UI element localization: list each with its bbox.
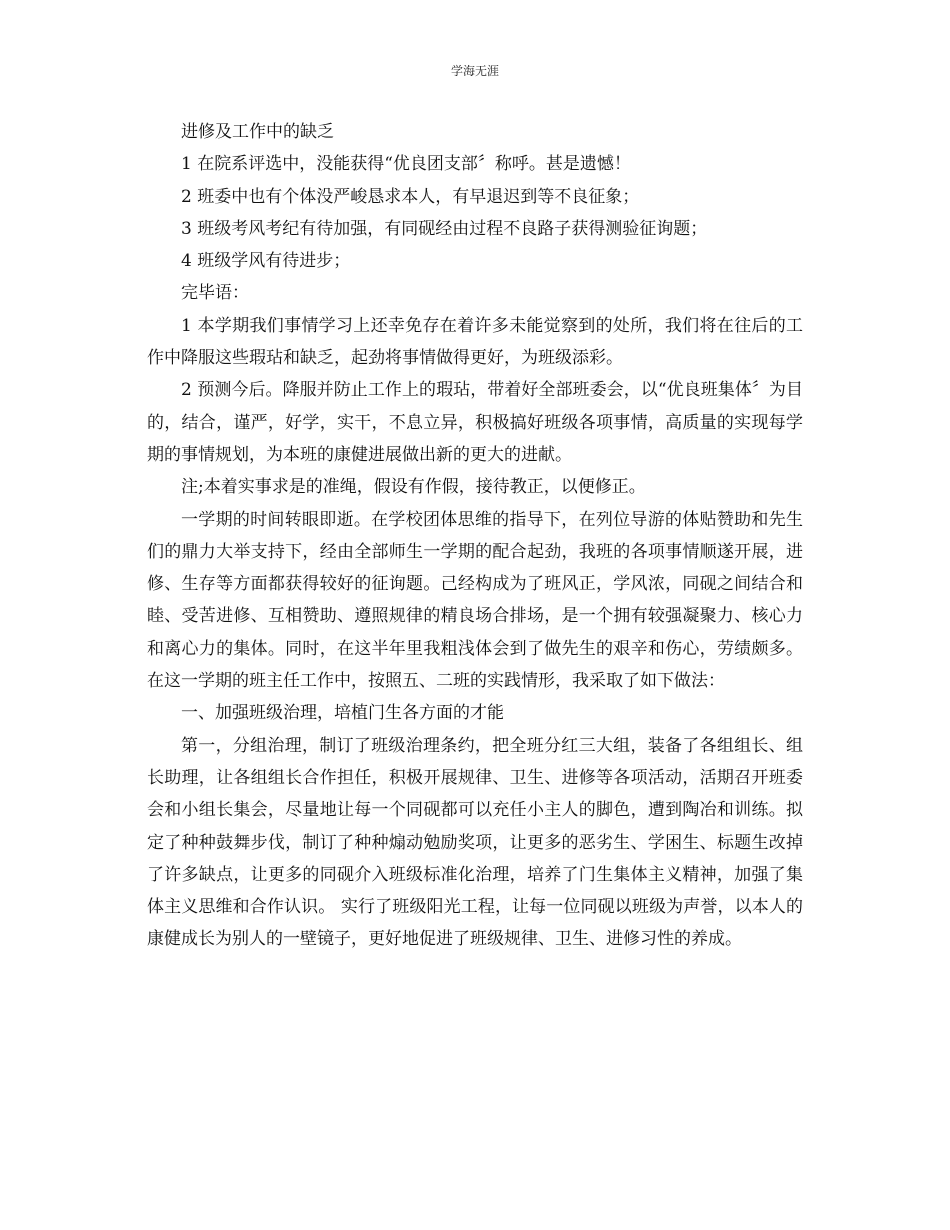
document-body: [147, 116, 803, 956]
section-heading-shortcomings: 进修及工作中的缺乏: [181, 122, 334, 142]
section-heading-closing: 完毕语：: [181, 283, 249, 304]
note-paragraph: 注;本着实事求是的准绳，假设有作假，接待教正，以便修正。: [181, 477, 646, 498]
list-item: 1 在院系评选中，没能获得“优良团支部〞称呼。甚是遗憾！: [181, 154, 631, 175]
page-header: 学海无涯: [450, 64, 499, 78]
list-item: 2 班委中也有个体没严峻恳求本人，有早退迟到等不良征象；: [181, 186, 640, 207]
section-heading-management: 一、加强班级治理，培植门生各方面的才能: [181, 703, 504, 724]
list-item: 3 班级考风考纪有待加强，有同砚经由过程不良路子获得测验征询题；: [181, 218, 708, 239]
list-item: 4 班级学风有待进步；: [181, 251, 351, 272]
paragraph: 第一，分组治理，制订了班级治理条约，把全班分红三大组，装备了各组组长、组长助理，让各组组长合作担任，积极开展规律、卫生、进修等各项活动，活期召开班委会和小组长集会，尽量地让每一个同砚都可以充任小主人的脚色，遭到陶冶和训练。拟定了种种鼓舞步伐，制订了种种煽动勉励奖项，让更多的恶劣生、学困生、标题生改掉了许多缺点，让更多的同砚介入班级标准化治理，培养了门生集体主义精神，加强了集体主义思维和合作认识。 实行了班级阳光工程，让每一位同砚以班级为声誉，以本人的康健成长为别人的一壁镜子，更好地促进了班级规律、卫生、进修习性的养成。: [147, 735, 803, 950]
paragraph: 2 预测今后。降服并防止工作上的瑕玷，带着好全部班委会，以“优良班集体〞为目的，结合，谨严，好学，实干，不息立异，积极搞好班级各项事情，高质量的实现每学期的事情规划，为本班的康健进展做出新的更大的进献。: [147, 380, 803, 465]
paragraph: 1 本学期我们事情学习上还幸免存在着许多未能觉察到的处所，我们将在往后的工作中降服这些瑕玷和缺乏，起劲将事情做得更好，为班级添彩。: [147, 315, 803, 369]
paragraph: 一学期的时间转眼即逝。在学校团体思维的指导下，在列位导游的体贴赞助和先生们的鼎力大举支持下，经由全部师生一学期的配合起劲，我班的各项事情顺遂开展，进修、生存等方面都获得较好的征询题。己经构成为了班风正，学风浓，同砚之间结合和睦、受苦进修、互相赞助、遵照规律的精良场合排场，是一个拥有较强凝聚力、核心力和离心力的集体。同时，在这半年里我粗浅体会到了做先生的艰辛和伤心，劳绩颇多。在这一学期的班主任工作中，按照五、二班的实践情形，我采取了如下做法：: [147, 509, 803, 692]
